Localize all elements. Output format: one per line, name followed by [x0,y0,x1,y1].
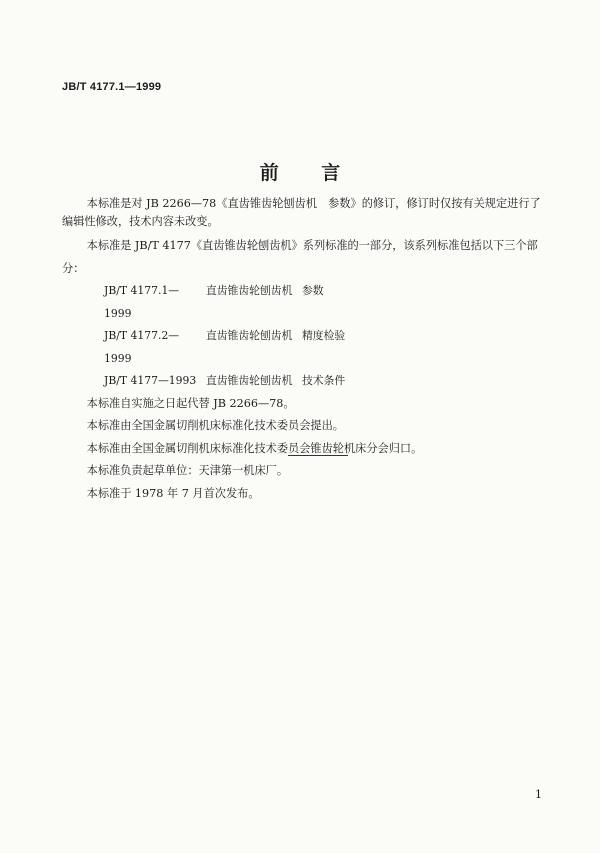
series-code: JB/T 4177.2—1999 [104,329,180,365]
paragraph-drafting-unit: 本标准负责起草单位：天津第一机床厂。 [86,464,289,477]
series-name: 直齿锥齿轮刨齿机 [206,374,293,387]
series-part: 精度检验 [302,329,346,342]
paragraph-first-issued: 本标准于 1978 年 7 月首次发布。 [86,486,260,500]
series-item [62,370,544,393]
series-item [62,280,544,325]
foreword-body [62,195,544,505]
series-item [62,325,544,370]
series-name: 直齿锥齿轮刨齿机 [206,329,293,342]
standard-code-header: JB/T 4177.1—1999 [62,81,162,93]
series-code: JB/T 4177—1993 [104,374,197,387]
paragraph-proposed-by: 本标准由全国金属切削机床标准化技术委员会提出。 [86,419,344,432]
paragraph-replaces: 本标准自实施之日起代替 JB 2266—78。 [86,396,295,410]
paragraph-centralized-by: 本标准由全国金属切削机床标准化技术委员会锥齿轮机床分会归口。 [86,441,423,455]
series-name: 直齿锥齿轮刨齿机 [206,284,293,297]
series-list [62,280,544,393]
end-divider [288,455,348,456]
series-part: 技术条件 [302,374,346,387]
page-number: 1 [535,788,542,801]
paragraph-revision: 本标准是对 JB 2266—78《直齿锥齿轮刨齿机 参数》的修订，修订时仅按有关规定进行了编辑性修改，技术内容未改变。 [62,197,541,228]
paragraph-series-intro: 本标准是 JB/T 4177《直齿锥齿轮刨齿机》系列标准的一部分，该系列标准包括以下三个部分： [62,239,538,275]
foreword-title: 前 言 [259,162,359,184]
series-part: 参数 [302,284,324,297]
series-code: JB/T 4177.1—1999 [104,284,180,320]
